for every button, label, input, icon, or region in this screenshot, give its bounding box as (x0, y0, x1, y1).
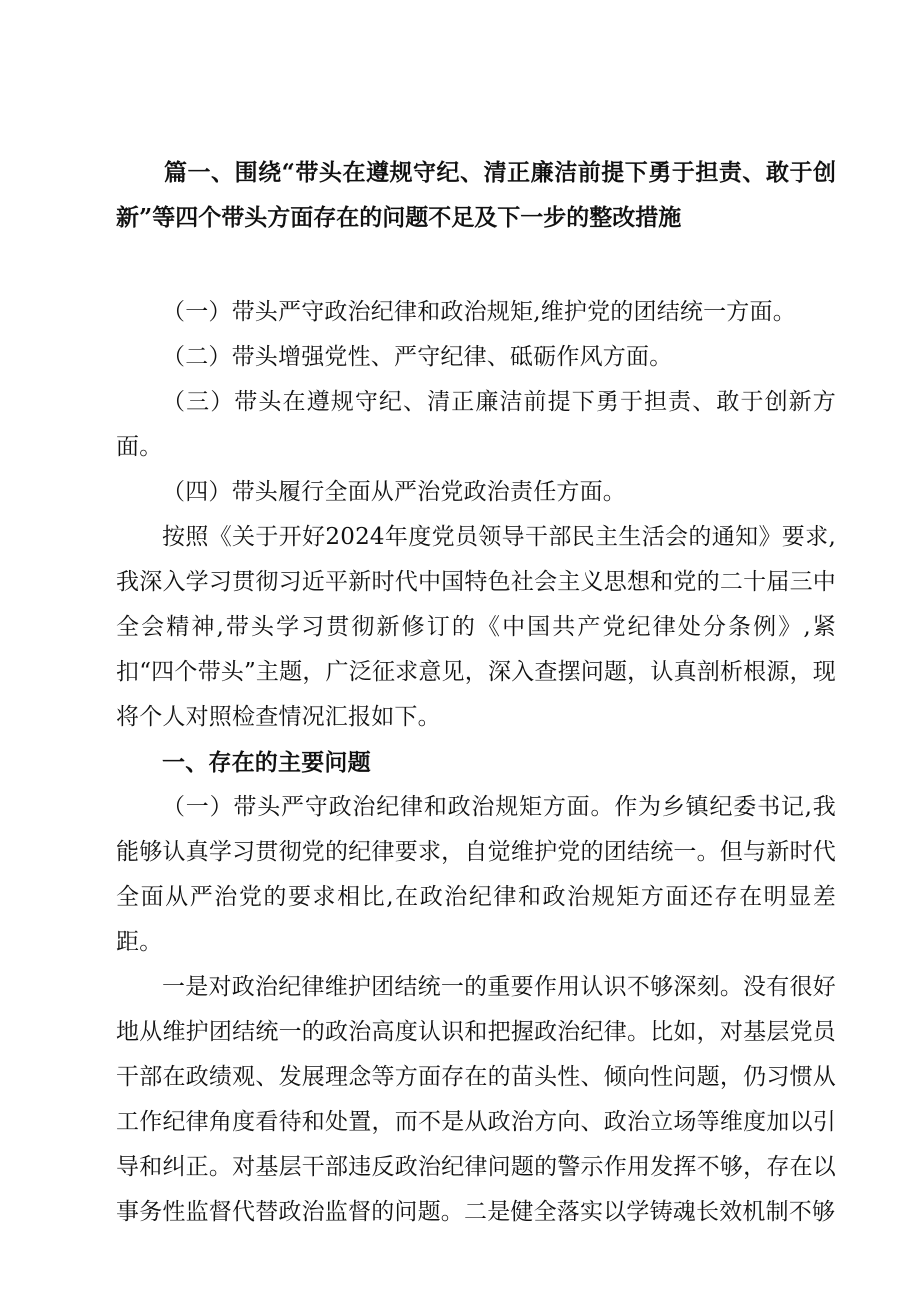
section-heading: 一、存在的主要问题 (162, 749, 371, 776)
item-2: （二）带头增强党性、严守纪律、砥砺作风方面。 (162, 344, 673, 370)
document-title: 篇一、围绕“带头在遵规守纪、清正廉洁前提下勇于担责、敢于创新”等四个带头方面存在的问题不足及下一步的整改措施 (116, 159, 836, 231)
section-paragraph-2: 一是对政治纪律维护团结统一的重要作用认识不够深刻。没有很好地从维护团结统一的政治高度认识和把握政治纪律。比如，对基层党员干部在政绩观、发展理念等方面存在的苗头性、倾向性问题，仍习惯从工作纪律角度看待和处置，而不是从政治方向、政治立场等维度加以引导和纠正。对基层干部违反政治纪律问题的警示作用发挥不够，存在以事务性监督代替政治监督的问题。二是健全落实以学铸魂长效机制不够 (116, 974, 836, 1225)
item-4: （四）带头履行全面从严治党政治责任方面。 (162, 479, 626, 505)
document-body (116, 290, 836, 1235)
item-1: （一）带头严守政治纪律和政治规矩,维护党的团结统一方面。 (162, 299, 796, 325)
item-3: （三）带头在遵规守纪、清正廉洁前提下勇于担责、敢于创新方面。 (116, 389, 836, 460)
section-paragraph-1: （一）带头严守政治纪律和政治规矩方面。作为乡镇纪委书记,我能够认真学习贯彻党的纪律要求，自觉维护党的团结统一。但与新时代全面从严治党的要求相比,在政治纪律和政治规矩方面还存在明显差距。 (116, 794, 836, 955)
intro-paragraph: 按照《关于开好2024年度党员领导干部民主生活会的通知》要求,我深入学习贯彻习近平新时代中国特色社会主义思想和党的二十届三中全会精神,带头学习贯彻新修订的《中国共产党纪律处分条例》,紧扣“四个带头”主题，广泛征求意见，深入查摆问题，认真剖析根源，现将个人对照检查情况汇报如下。 (116, 524, 836, 730)
